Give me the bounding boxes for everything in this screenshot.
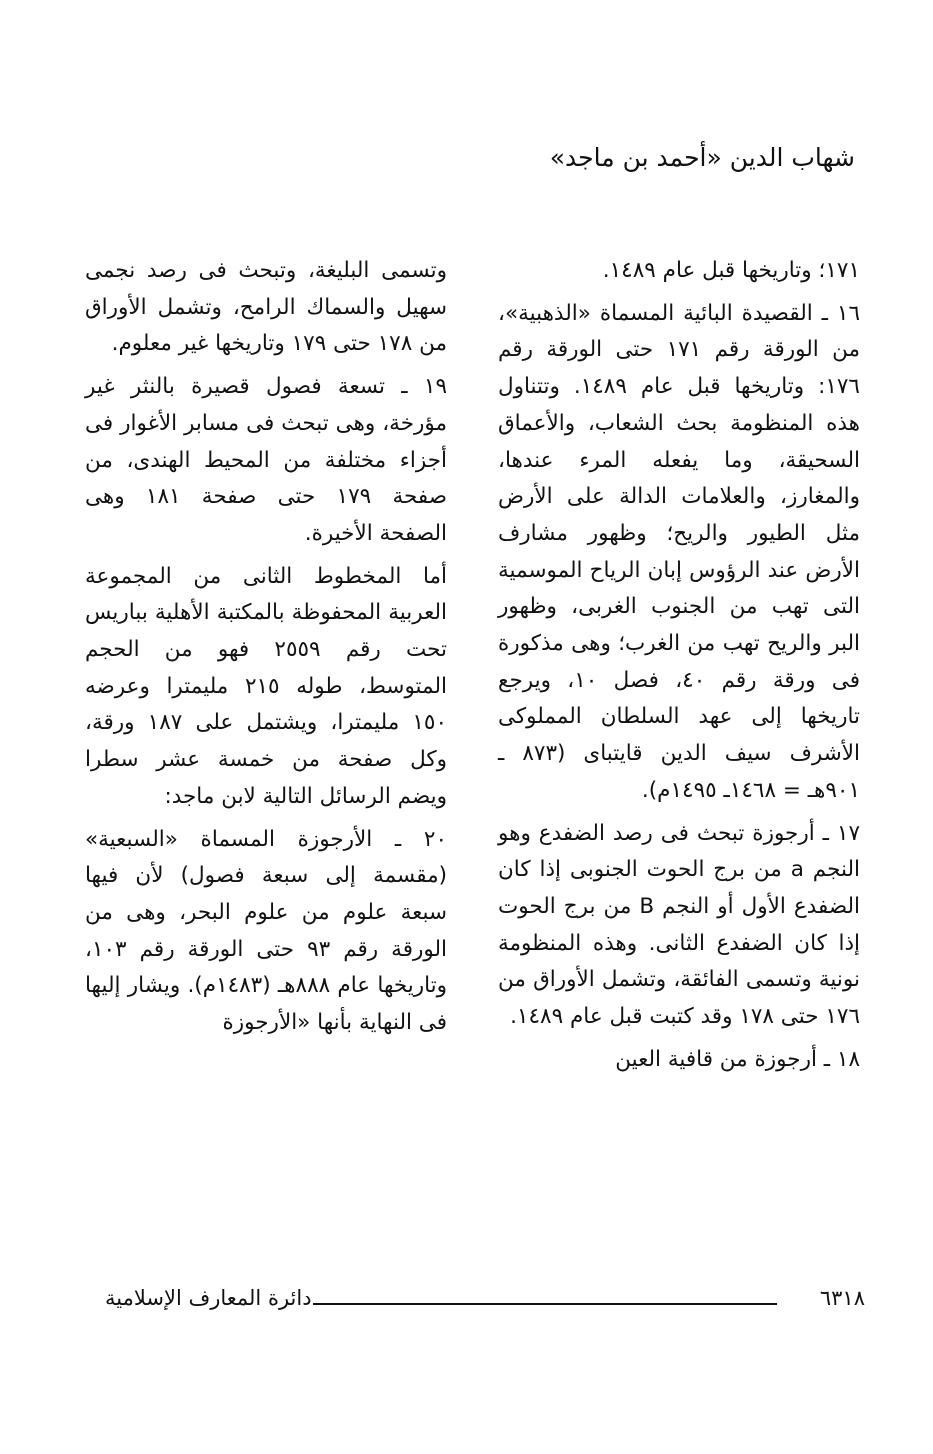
page-footer (105, 1286, 865, 1326)
running-header: شهاب الدين «أحمد بن ماجد» (549, 143, 855, 172)
paragraph: ١٨ ـ أرجوزة من قافية العين (615, 1046, 860, 1072)
publication-title: دائرة المعارف الإسلامية (105, 1286, 312, 1310)
paragraph: ١٧١؛ وتاريخها قبل عام ١٤٨٩. (602, 258, 860, 283)
left-column (85, 253, 447, 1048)
footer-rule (313, 1303, 777, 1305)
paragraph: أما المخطوط الثانى من المجموعة العربية المحفوظة بالمكتبة الأهلية بباريس تحت رقم ٢٥٥٩ فهو من الحجم المتوسط، طوله ٢١٥ مليمترا وعرضه ١٥٠ مليمترا، ويشتمل على ١٨٧ ورقة، وكل صفحة من خمسة عشر سطرا ويضم الرسائل التالية لابن ماجد: (85, 563, 448, 809)
page-number: ٦٣١٨ (819, 1286, 865, 1310)
paragraph: ١٦ ـ القصيدة البائية المسماة «الذهبية»، من الورقة رقم ١٧١ حتى الورقة رقم ١٧٦: وتاريخها قبل عام ١٤٨٩. وتتناول هذه المنظومة بحث الشعاب، والأعماق السحيقة، وما يفعله المرء عندها، والمغارز، والعلامات الدالة على الأرض مثل الطيور والريح؛ وظهور مشارف الأرض عند الرؤوس إبان الرياح الموسمية التى تهب من الجنوب الغربى، وظهور البر والريح تهب من الغرب؛ وهى مذكورة فى ورقة رقم ٤٠، فصل ١٠، ويرجع تاريخها إلى عهد السلطان المملوكى الأشرف سيف الدين قايتباى (٨٧٣ ـ ٩٠١هـ = ١٤٦٨ـ ١٤٩٥م). (498, 300, 860, 803)
paragraph: ٢٠ ـ الأرجوزة المسماة «السبعية» (مقسمة إلى سبعة فصول) لأن فيها سبعة علوم من علوم البحر، وهى من الورقة رقم ٩٣ حتى الورقة رقم ١٠٣، وتاريخها عام ٨٨٨هـ (١٤٨٣م). ويشار إليها فى النهاية بأنها «الأرجوزة (85, 826, 448, 1036)
paragraph: ١٩ ـ تسعة فصول قصيرة بالنثر غير مؤرخة، وهى تبحث فى مسابر الأغوار فى أجزاء مختلفة من المحيط الهندى، من صفحة ١٧٩ حتى صفحة ١٨١ وهى الصفحة الأخيرة. (85, 374, 447, 546)
paragraph: وتسمى البليغة، وتبحث فى رصد نجمى سهيل والسماك الرامح، وتشمل الأوراق من ١٧٨ حتى ١٧٩ وتاريخها غير معلوم. (85, 258, 447, 357)
paragraph: ١٧ ـ أرجوزة تبحث فى رصد الضفدع وهو النجم a من برج الحوت الجنوبى إذا كان الضفدع الأول أو النجم B من برج الحوت إذا كان الضفدع الثانى. وهذه المنظومة نونية وتسمى الفائقة، وتشمل الأوراق من ١٧٦ حتى ١٧٨ وقد كتبت قبل عام ١٤٨٩. (498, 820, 860, 1030)
right-column (498, 253, 860, 1084)
